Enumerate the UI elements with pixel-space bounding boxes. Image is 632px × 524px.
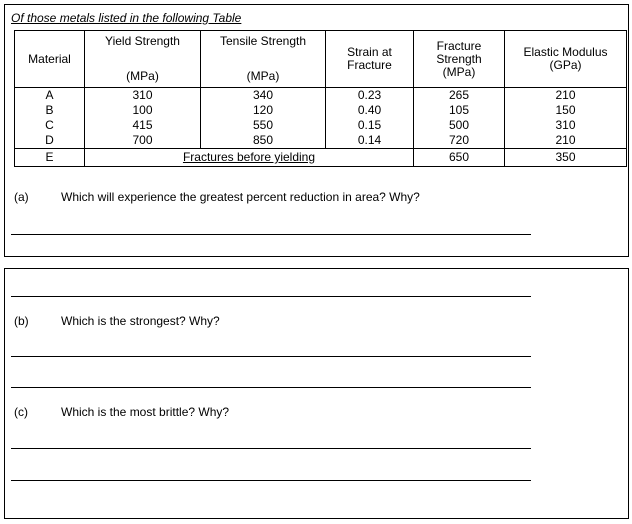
table-row [15, 118, 627, 133]
header-tensile-title: Tensile Strength [219, 34, 307, 48]
header-yield-title: Yield Strength [105, 34, 180, 48]
cell-fracture: 105 [414, 103, 505, 118]
header-elastic-title: Elastic Modulus [523, 45, 608, 59]
header-material-label: Material [28, 51, 71, 66]
cell-material: E [15, 149, 85, 167]
header-yield [85, 31, 201, 88]
intro-text: Of those metals listed in the following Table [11, 11, 242, 25]
header-elastic-unit: (GPa) [549, 58, 582, 72]
header-tensile-unit: (MPa) [246, 69, 280, 83]
cell-material: B [15, 103, 85, 118]
header-material [15, 31, 85, 88]
cell-material: D [15, 133, 85, 149]
cell-strain: 0.15 [326, 118, 414, 133]
cell-strain: 0.14 [326, 133, 414, 149]
question-a-label: (a) [14, 190, 29, 204]
cell-yield: 415 [85, 118, 201, 133]
header-fracture [414, 31, 505, 88]
cell-yield: 310 [85, 88, 201, 104]
bottom-section-frame [4, 268, 629, 519]
answer-line-c-2[interactable] [11, 480, 531, 481]
question-c-label: (c) [14, 405, 28, 419]
header-yield-unit: (MPa) [126, 69, 159, 83]
answer-line-b-2[interactable] [11, 387, 531, 388]
header-fracture-line1: Fracture [436, 38, 482, 53]
question-a-text: Which will experience the greatest percent reduction in area? Why? [61, 190, 420, 204]
cell-material: A [15, 88, 85, 104]
header-fracture-line3: (MPa) [442, 64, 476, 79]
cell-tensile: 120 [201, 103, 326, 118]
cell-elastic: 310 [505, 118, 627, 133]
table-header-row [15, 31, 627, 88]
header-strain [326, 31, 414, 88]
cell-tensile: 340 [201, 88, 326, 104]
cell-merged-note [85, 149, 414, 167]
cell-fracture: 650 [414, 149, 505, 167]
answer-line-a[interactable] [11, 234, 531, 235]
answer-line-a-continued[interactable] [11, 296, 531, 297]
header-fracture-line2: Strength [436, 51, 482, 66]
cell-material: C [15, 118, 85, 133]
cell-fracture: 265 [414, 88, 505, 104]
answer-line-b-1[interactable] [11, 356, 531, 357]
cell-tensile: 850 [201, 133, 326, 149]
header-strain-line1: Strain at [347, 45, 392, 59]
cell-fracture: 500 [414, 118, 505, 133]
cell-elastic: 350 [505, 149, 627, 167]
question-b-text: Which is the strongest? Why? [61, 314, 220, 328]
table-row [15, 149, 627, 167]
cell-elastic: 210 [505, 88, 627, 104]
question-b-label: (b) [14, 314, 29, 328]
cell-elastic: 210 [505, 133, 627, 149]
cell-yield: 100 [85, 103, 201, 118]
cell-strain: 0.40 [326, 103, 414, 118]
question-c-text: Which is the most brittle? Why? [61, 405, 230, 419]
materials-table [14, 30, 627, 167]
table-row [15, 133, 627, 149]
cell-fracture: 720 [414, 133, 505, 149]
header-strain-line2: Fracture [347, 58, 392, 72]
cell-yield: 700 [85, 133, 201, 149]
header-elastic [505, 31, 627, 88]
merged-note-text: Fractures before yielding [182, 150, 316, 164]
table-row [15, 88, 627, 104]
cell-tensile: 550 [201, 118, 326, 133]
answer-line-c-1[interactable] [11, 448, 531, 449]
cell-strain: 0.23 [326, 88, 414, 104]
header-tensile [201, 31, 326, 88]
cell-elastic: 150 [505, 103, 627, 118]
table-row [15, 103, 627, 118]
